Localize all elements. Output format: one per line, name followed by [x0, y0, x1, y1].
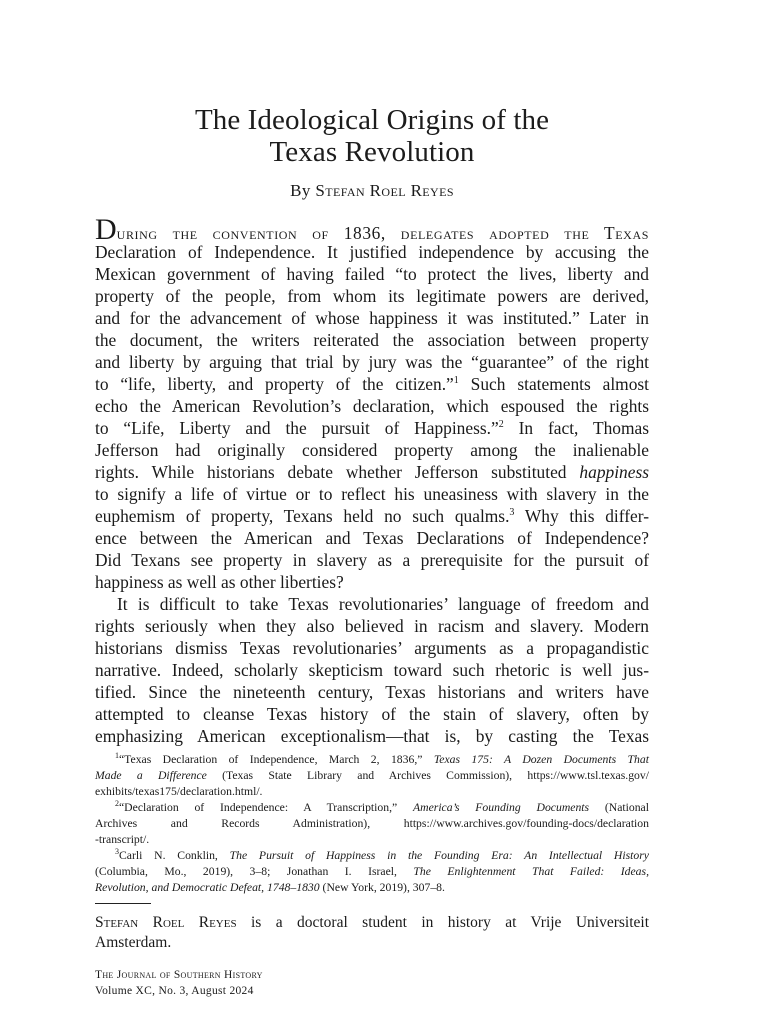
byline	[95, 180, 649, 202]
footnote-number: 3	[115, 847, 119, 857]
body-text: Why this differ-	[514, 506, 649, 526]
body-line: Mexican government of having failed “to protect the lives, liberty and	[95, 264, 649, 284]
footnote-number: 1	[115, 751, 119, 761]
body-line: rights seriously when they also believed in racism and slavery. Modern	[95, 616, 649, 636]
footnote-text: (Texas State Library and Archives Commission), https://www.tsl.texas.gov/	[206, 769, 649, 782]
footnote-text: “Declaration of Independence: A Transcription,”	[119, 801, 413, 814]
body-line: attempted to cleanse Texas history of the stain of slavery, often by	[95, 704, 649, 724]
body-line: the document, the writers reiterated the association between property	[95, 330, 649, 350]
body-line: It is difficult to take Texas revolutionaries’ language of freedom and	[117, 594, 649, 614]
author-note-text: is a doctoral student in history at Vrije Universiteit	[236, 914, 649, 931]
body-line: property of the people, from whom its legitimate powers are derived,	[95, 286, 649, 306]
footnote-line: exhibits/texas175/declaration.html/.	[95, 785, 263, 798]
body-line: and for the advancement of whose happiness it was instituted.” Later in	[95, 308, 649, 328]
body-line: to signify a life of virtue or to reflect his uneasiness with slavery in the	[95, 484, 649, 504]
footnote-number: 2	[115, 799, 119, 809]
footnote-line	[95, 880, 649, 895]
body-italic: happiness	[579, 462, 649, 482]
footnote-text: Carli N. Conklin,	[119, 849, 230, 862]
footnote-text: (Columbia, Mo., 2019), 3–8; Jonathan I. Israel,	[95, 865, 414, 878]
footnote-text: “Texas Declaration of Independence, March 2, 1836,”	[119, 753, 434, 766]
author-name: Stefan Roel Reyes	[95, 914, 237, 931]
footnote-italic: Revolution, and Democratic Defeat, 1748–1830	[95, 881, 320, 894]
article-title-line-2: Texas Revolution	[269, 136, 475, 168]
body-text: In fact, Thomas	[503, 418, 649, 438]
footnote-2	[95, 800, 649, 815]
body-text: to “Life, Liberty and the pursuit of Happiness.”	[95, 418, 499, 438]
body-line	[95, 374, 649, 394]
body-line: Jefferson had originally considered property among the inalienable	[95, 440, 649, 460]
body-line	[95, 213, 649, 246]
body-line	[95, 506, 649, 526]
journal-issue: Volume XC, No. 3, August 2024	[95, 985, 254, 997]
body-text: rights. While historians debate whether Jefferson substituted	[95, 462, 580, 482]
byline-author: Stefan Roel Reyes	[315, 181, 454, 200]
body-line: and liberty by arguing that trial by jury was the “guarantee” of the right	[95, 352, 649, 372]
byline-prefix: By	[290, 181, 316, 200]
author-note	[95, 913, 649, 933]
footnote-ref-1[interactable]: 1	[453, 375, 459, 387]
opening-small-caps: uring the convention of 1836, delegates adopted the Texas	[116, 223, 649, 243]
body-line: echo the American Revolution’s declaration, which espoused the rights	[95, 396, 649, 416]
footnote-line: -transcript/.	[95, 833, 150, 846]
body-line: narrative. Indeed, scholarly skepticism toward such rhetoric is well jus-	[95, 660, 649, 680]
footnote-italic: Made a Difference	[95, 769, 207, 782]
drop-cap: D	[95, 213, 117, 246]
footnote-italic: America’s Founding Documents	[413, 801, 590, 814]
footnote-line	[95, 768, 649, 783]
body-line: emphasizing American exceptionalism—that is, by casting the Texas	[95, 726, 649, 746]
footnote-italic: The Pursuit of Happiness in the Founding Era: An Intellectual History	[229, 849, 649, 862]
footnote-line: Archives and Records Administration), https://www.archives.gov/founding-docs/declaration	[95, 817, 649, 830]
body-line: Did Texans see property in slavery as a prerequisite for the pursuit of	[95, 550, 649, 570]
body-text: Such statements almost	[458, 374, 650, 394]
body-text: to “life, liberty, and property of the citizen.”	[95, 374, 454, 394]
body-line: historians dismiss Texas revolutionaries’ arguments as a propagandistic	[95, 638, 649, 658]
body-line: tified. Since the nineteenth century, Texas historians and writers have	[95, 682, 649, 702]
body-text: euphemism of property, Texans held no such qualms.	[95, 506, 510, 526]
author-note-line: Amsterdam.	[95, 934, 172, 951]
footnote-ref-2[interactable]: 2	[498, 419, 504, 431]
footnote-text: (National	[589, 801, 649, 814]
body-line	[95, 418, 649, 438]
footnote-line	[95, 864, 649, 879]
footnote-italic: The Enlightenment That Failed: Ideas,	[413, 865, 650, 878]
footnote-text: (New York, 2019), 307–8.	[319, 881, 445, 894]
footnote-italic: Texas 175: A Dozen Documents That	[433, 753, 649, 766]
footnote-3	[95, 848, 649, 863]
footnote-ref-3[interactable]: 3	[509, 507, 515, 519]
article-title-line-1: The Ideological Origins of the	[194, 104, 550, 136]
footnote-1	[95, 752, 649, 767]
separator-rule	[95, 903, 151, 904]
body-line: Declaration of Independence. It justified independence by accusing the	[95, 242, 649, 262]
body-line	[95, 462, 649, 482]
journal-name: The Journal of Southern History	[95, 969, 263, 981]
body-line: happiness as well as other liberties?	[95, 572, 344, 592]
body-line: ence between the American and Texas Declarations of Independence?	[95, 528, 649, 548]
